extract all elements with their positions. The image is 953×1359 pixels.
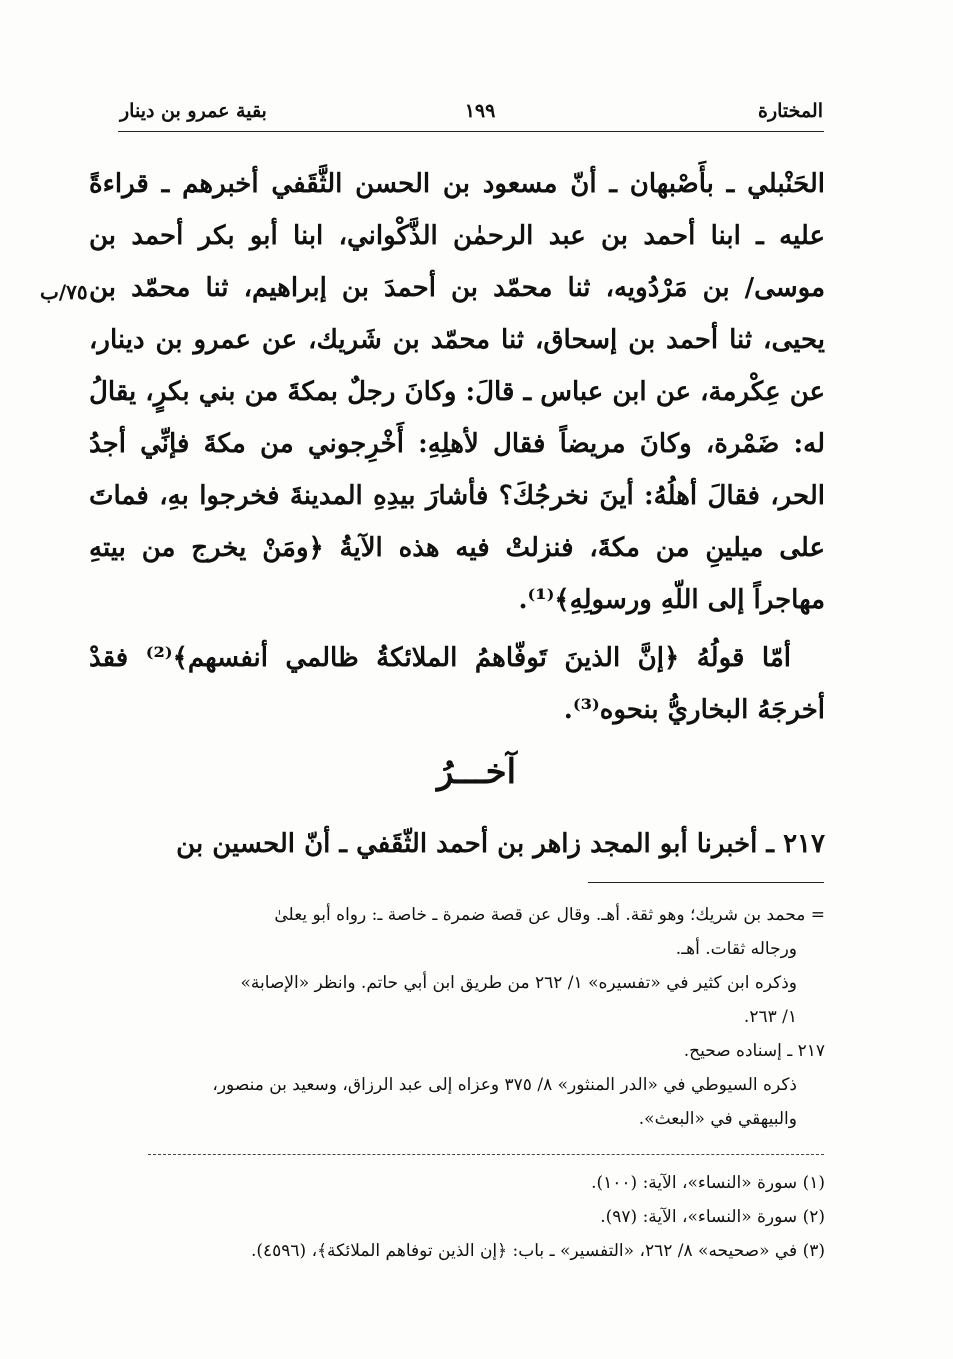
paragraph-2: أمّا قولُهُ ﴿إنَّ الذينَ تَوفّاهمُ الملائكةُ ظالمي أنفسهم﴾⁽²⁾ فقدْ أخرجَهُ البخاريُّ بنحوه⁽³⁾. <box>89 643 825 725</box>
running-head-book: المختارة <box>758 100 823 122</box>
reference-2: (٢) سورة «النساء»، الآية: (٩٧). <box>600 1207 825 1227</box>
references-divider <box>148 1154 824 1155</box>
note-line: ٢١٧ ـ إسناده صحيح. <box>683 1041 825 1061</box>
reference-1: (١) سورة «النساء»، الآية: (١٠٠). <box>591 1173 825 1193</box>
paragraph-1: الحَنْبلي ـ بأَصْبهان ـ أنّ مسعود بن الحسن الثَّقَفي أخبرهم ـ قراءةً عليه ـ ابنا أحمد بن عبد الرحمٰن الذَّكْواني، ابنا أبو بكر أحمد بن موسى/ بن مَرْدُويه، ثنا محمّد بن أحمدَ بن إبراهيم، ثنا محمّد بن يحيى، ثنا أحمد بن إسحاق، ثنا محمّد بن شَريك، عن عمرو بن دينار، عن عِكْرمة، عن ابن عباس ـ قالَ: وكانَ رجلٌ بمكةَ من بني بكرٍ، يقالُ له: ضَمْرة، وكانَ مريضاً فقال لأهلِهِ: أَخْرِجوني من مكةَ فإنِّي أجدُ الحر، فقالَ أهلُهُ: أينَ نخرجُكَ؟ فأشارَ بيدِهِ المدينةَ فخرجوا بهِ، فماتَ على ميلينِ من مكةَ، فنزلتْ فيه هذه الآيةُ ﴿ومَنْ يخرج من بيتهِ مهاجراً إلى اللّهِ ورسولِهِ﴾⁽¹⁾. <box>89 169 825 615</box>
references <box>89 1166 825 1268</box>
footnote-rule <box>588 882 824 883</box>
reference-3: (٣) في «صحيحه» ٨/ ٢٦٢، «التفسير» ـ باب: ﴿إن الذين توفاهم الملائكة﴾، (٤٥٩٦). <box>250 1241 825 1261</box>
note-line: وذكره ابن كثير في «تفسيره» ١/ ٢٦٢ من طريق ابن أبي حاتم. وانظر «الإصابة» <box>240 973 797 993</box>
note-line: = محمد بن شريك؛ وهو ثقة. أهـ. وقال عن قصة ضمرة ـ خاصة ـ: رواه أبو يعلىٰ <box>274 905 825 925</box>
hadith-217-start: ٢١٧ ـ أخبرنا أبو المجد زاهر بن أحمد الثّقَفي ـ أنّ الحسين بن <box>176 829 825 859</box>
running-head-section: بقية عمرو بن دينار <box>120 100 267 122</box>
page-number: ١٩٩ <box>464 100 496 122</box>
section-title: آخـــرُ <box>436 752 517 792</box>
footnotes <box>89 898 825 1136</box>
header-rule <box>118 131 824 132</box>
note-line: ورجاله ثقات. أهـ. <box>675 939 797 959</box>
note-line: والبيهقي في «البعث». <box>638 1109 797 1129</box>
main-text <box>89 158 825 736</box>
note-line: ذكره السيوطي في «الدر المنثور» ٨/ ٣٧٥ وعزاه إلى عبد الرزاق، وسعيد بن منصور، <box>212 1075 797 1095</box>
manuscript-folio-note: ٧٥/ب <box>40 280 88 304</box>
note-line: ١/ ٢٦٣. <box>743 1007 797 1027</box>
